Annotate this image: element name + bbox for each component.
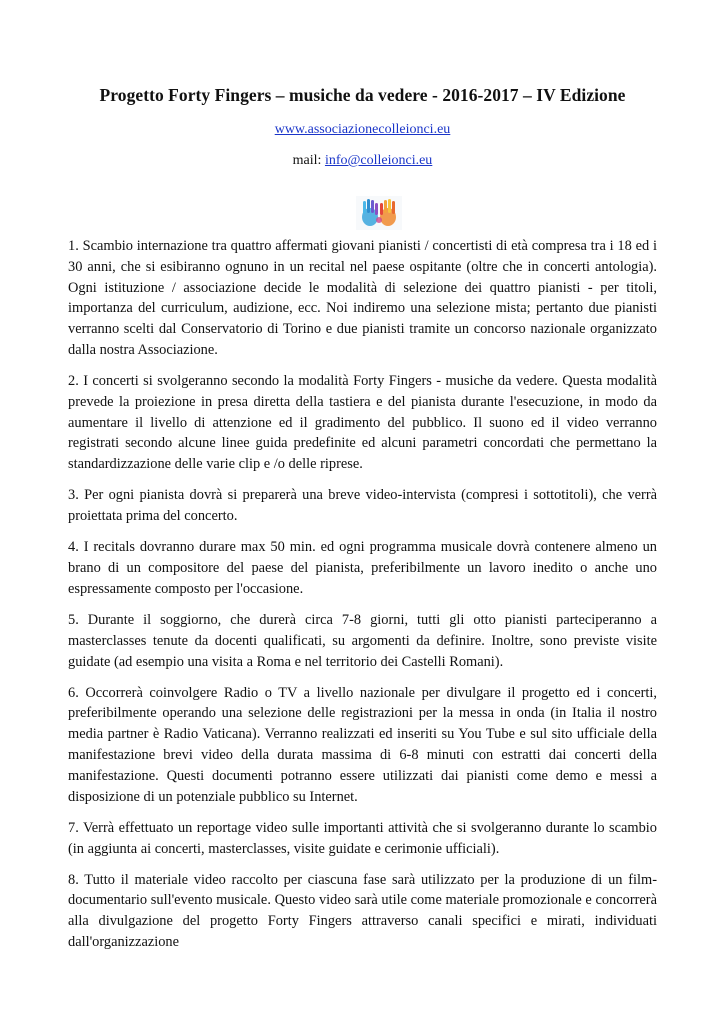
mail-label: mail: (292, 153, 325, 168)
paragraph-1: 1. Scambio internazione tra quattro affermati giovani pianisti / concertisti di età compresa tra i 18 ed i 30 anni, che si esibiranno ognuno in un recital nel paese ospitante (oltre che in concerti antologia). Ogni istituzione / associazione decide le modalità di selezione dei quattro pianisti - per titoli, importanza del curriculum, audizione, ecc. Noi indiremo una selezione mista; pertanto due pianisti verranno scelti dal Conservatorio di Torino e due pianisti tramite un concorso nazionale organizzato dalla nostra Associazione. (68, 238, 657, 358)
paragraph-5: 5. Durante il soggiorno, che durerà circa 7-8 giorni, tutti gli otto pianisti parteciperanno a masterclasses tenute da docenti qualificati, su argomenti da definire. Inoltre, sono previste visite guidate (ad esempio una visita a Roma e nel territorio dei Castelli Romani). (68, 611, 657, 670)
paragraph-3: 3. Per ogni pianista dovrà si preparerà una breve video-intervista (compresi i sottotitoli), che verrà proiettata prima del concerto. (68, 487, 657, 525)
mail-line (0, 153, 725, 169)
paragraph-6: 6. Occorrerà coinvolgere Radio o TV a livello nazionale per divulgare il progetto ed i concerti, preferibilmente operando una selezione delle registrazioni per la messa in onda (in Italia il nostro media partner è Radio Vaticana). Verranno realizzati ed inseriti su You Tube e sul sito ufficiale della manifestazione brevi video della durata massima di 6-8 minuti con estratti dai concerti della manifestazione. Questi documenti potranno essere utilizzati dai pianisti come demo e messi a disposizione di un potenziale pubblico su Internet. (68, 684, 657, 805)
paragraph-4: 4. I recitals dovranno durare max 50 min. ed ogni programma musicale dovrà contenere almeno un brano di un compositore del paese del pianista, preferibilmente un lavoro inedito o anche uno espressamente composto per l'occasione. (68, 539, 657, 597)
document-body (68, 236, 657, 963)
paragraph-7: 7. Verrà effettuato un reportage video sulle importanti attività che si svolgeranno durante lo scambio (in aggiunta ai concerti, masterclasses, visite guidate e cerimonie ufficiali). (68, 819, 657, 857)
paragraph-8: 8. Tutto il materiale video raccolto per ciascuna fase sarà utilizzato per la produzione di un film-documentario sull'evento musicale. Questo video sarà utile come materiale promozionale e concorrerà alla divulgazione del progetto Forty Fingers attraverso canali specifici e mirati, individuati dall'organizzazione (68, 871, 657, 950)
painted-hands-logo-icon (356, 196, 402, 230)
website-link[interactable]: www.associazionecolleionci.eu (274, 122, 451, 137)
website-line (0, 122, 725, 138)
mail-link[interactable]: info@colleionci.eu (324, 153, 433, 168)
paragraph-2: 2. I concerti si svolgeranno secondo la modalità Forty Fingers - musiche da vedere. Questa modalità prevede la proiezione in presa diretta della tastiera e del pianista durante l'esecuzione, in modo da aumentare il livello di attenzione ed il gradimento del pubblico. Il suono ed il video verranno registrati secondo alcune linee guida predefinite ed alcuni parametri concordati che permettano la standardizzazione delle varie clip e /o delle riprese. (68, 373, 657, 473)
document-title: Progetto Forty Fingers – musiche da vedere - 2016-2017 – IV Edizione (99, 85, 626, 105)
